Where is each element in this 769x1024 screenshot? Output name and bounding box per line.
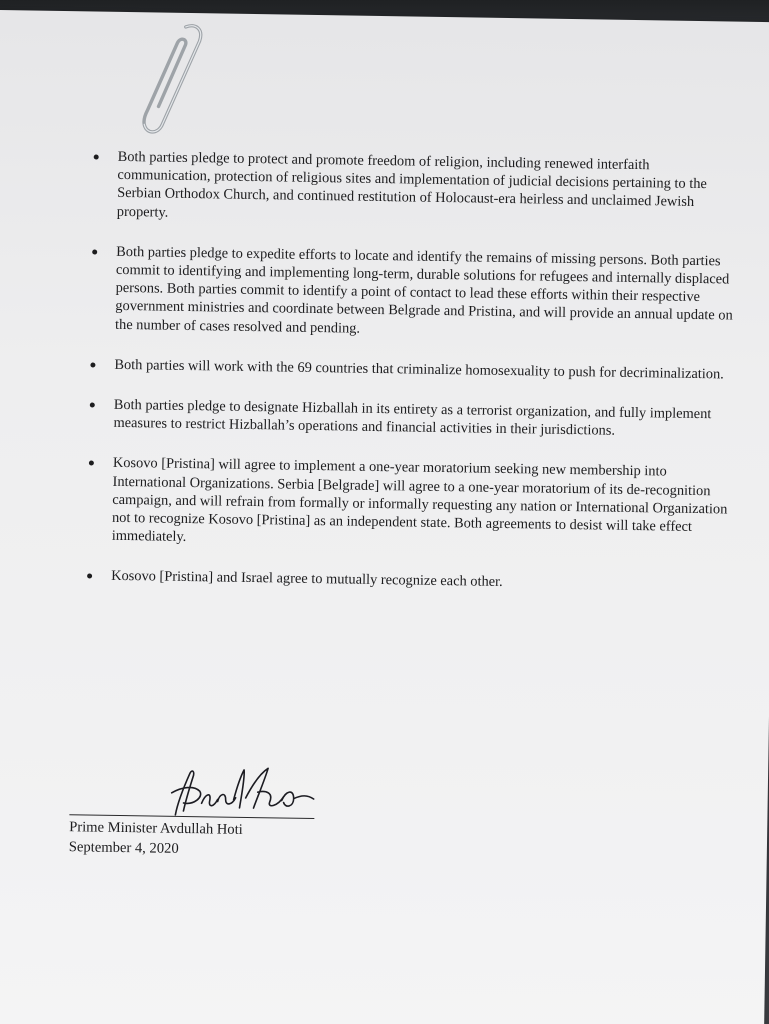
bullet-marker — [89, 461, 94, 466]
signer-name: Prime Minister Avdullah Hoti — [69, 819, 243, 838]
list-item-text: Both parties will work with the 69 countries that criminalize homosexuality to push for decriminalization. — [114, 356, 724, 383]
signature-date: September 4, 2020 — [68, 839, 179, 857]
document-page — [0, 10, 769, 1024]
list-item — [86, 355, 736, 383]
list-item — [85, 395, 735, 442]
list-item-text: Both parties pledge to designate Hizballah in its entirety as a terrorist organization, and fully implement measures to restrict Hizballah’s operations and financial activities in their jurisdictions. — [113, 396, 712, 439]
bullet-list — [83, 147, 740, 617]
list-item — [89, 147, 740, 230]
signature-block — [68, 761, 370, 876]
list-item-text: Kosovo [Pristina] and Israel agree to mutually recognize each other. — [110, 568, 503, 591]
list-item — [87, 242, 738, 343]
list-item — [84, 454, 735, 555]
bullet-marker — [87, 574, 92, 579]
list-item-text: Both parties pledge to expedite efforts to locate and identify the remains of missing persons. Both parties commit to identifying and implementing long-term, durable solutions for refugees and internally displaced persons. Both parties commit to identify a point of contact to lead these efforts within their respective government ministries and coordinate between Belgrade and Pristina, and will provide an annual update on the number of cases resolved and pending. — [114, 243, 733, 337]
bullet-marker — [94, 154, 99, 159]
list-item — [83, 567, 733, 595]
bullet-marker — [90, 402, 95, 407]
bullet-marker — [90, 362, 95, 367]
bullet-marker — [92, 249, 97, 254]
paperclip-icon — [136, 20, 208, 139]
list-item-text: Both parties pledge to protect and promote freedom of religion, including renewed interfaith communication, protection of religious sites and implementation of judicial decisions pertaining to the Serbian Orthodox Church, and continued restitution of Holocaust-era heirless and unclaimed Jewish property. — [116, 148, 707, 221]
list-item-text: Kosovo [Pristina] will agree to implement a one-year moratorium seeking new membership into International Organizations. Serbia [Belgrade] will agree to a one-year moratorium of its de-recognition campaign, and will refrain from formally or informally requesting any nation or International Organization not to recognize Kosovo [Pristina] as an independent state. Both agreements to desist will take effect immediately. — [111, 455, 728, 546]
